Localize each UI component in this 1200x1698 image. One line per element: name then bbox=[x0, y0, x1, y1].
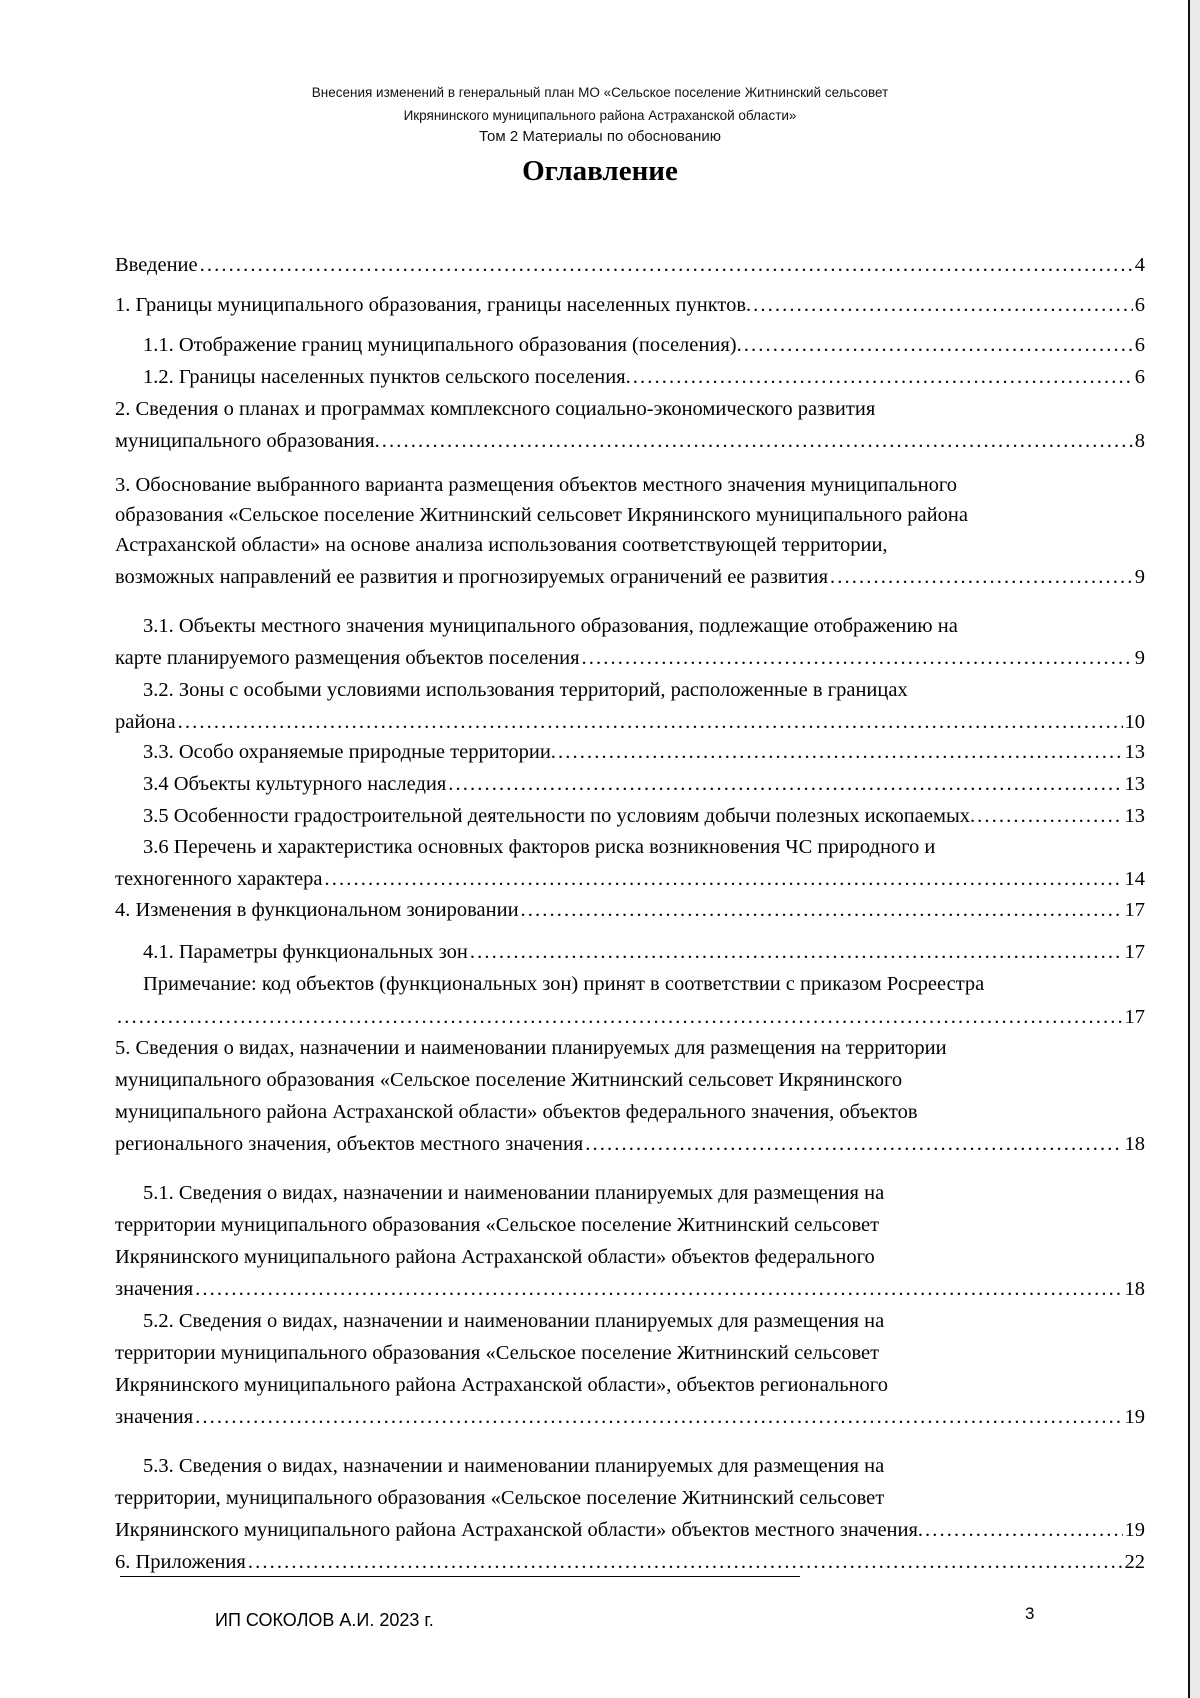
toc-page-number: 17 bbox=[1124, 941, 1145, 963]
toc-dot-leader bbox=[117, 1004, 1123, 1030]
toc-entry-last-line bbox=[143, 939, 1145, 965]
toc-dot-leader bbox=[324, 866, 1122, 892]
toc-entry-title: Введение bbox=[115, 254, 198, 276]
toc-dot-leader bbox=[470, 939, 1123, 965]
toc-entry-title: 3.4 Объекты культурного наследия bbox=[143, 773, 447, 795]
toc-entry-title: 1.2. Границы населенных пунктов сельского поселения. bbox=[143, 366, 631, 388]
toc-entry-title: района bbox=[115, 711, 176, 733]
toc-entry-last-line bbox=[143, 771, 1145, 797]
toc-entry-last-line bbox=[115, 1517, 1145, 1543]
toc-page-number: 6 bbox=[1134, 334, 1145, 356]
toc-dot-leader bbox=[178, 709, 1123, 735]
toc-entry-title: значения bbox=[115, 1278, 194, 1300]
toc-dot-leader bbox=[382, 428, 1133, 454]
toc-entry-title: возможных направлений ее развития и прогнозируемых ограничений ее развития bbox=[115, 566, 829, 588]
toc-page-number: 10 bbox=[1124, 711, 1145, 733]
toc-entry-line: 3.1. Объекты местного значения муниципального образования, подлежащие отображению на bbox=[143, 615, 958, 637]
toc-entry-line: 5. Сведения о видах, назначении и наименовании планируемых для размещения на территории bbox=[115, 1037, 947, 1059]
toc-entry-line: муниципального района Астраханской области» объектов федерального значения, объектов bbox=[115, 1101, 918, 1123]
toc-dot-leader bbox=[744, 332, 1133, 358]
toc-entry-last-line bbox=[115, 866, 1145, 892]
toc-page-number: 22 bbox=[1124, 1551, 1145, 1573]
toc-entry-title: 1. Границы муниципального образования, границы населенных пунктов. bbox=[115, 294, 752, 316]
toc-entry-title: техногенного характера bbox=[115, 868, 323, 890]
toc-entry-line: образования «Сельское поселение Житнинский сельсовет Икрянинского муниципального района bbox=[115, 504, 968, 526]
toc-page-number: 9 bbox=[1134, 566, 1145, 588]
toc-entry-title: 6. Приложения bbox=[115, 1551, 246, 1573]
toc-entry-last-line bbox=[115, 1131, 1145, 1157]
toc-entry-line: территории муниципального образования «Сельское поселение Житнинский сельсовет bbox=[115, 1342, 880, 1364]
toc-entry-title: 3.5 Особенности градостроительной деятельности по условиям добычи полезных ископаемых. bbox=[143, 805, 976, 827]
toc-entry-last-line bbox=[115, 564, 1145, 590]
toc-entry-last-line bbox=[115, 428, 1145, 454]
toc-dot-leader bbox=[521, 897, 1123, 923]
toc-entry-line: Икрянинского муниципального района Астраханской области», объектов регионального bbox=[115, 1374, 888, 1396]
toc-dot-leader bbox=[585, 1131, 1122, 1157]
toc-entry-title: Икрянинского муниципального района Астраханской области» объектов местного значения. bbox=[115, 1519, 924, 1541]
toc-page-number: 8 bbox=[1134, 430, 1145, 452]
toc-dot-leader bbox=[248, 1549, 1123, 1575]
toc-entry-last-line bbox=[115, 1276, 1145, 1302]
toc-entry-last-line bbox=[115, 1549, 1145, 1575]
footer-author: ИП СОКОЛОВ А.И. 2023 г. bbox=[215, 1610, 434, 1630]
toc-dot-leader bbox=[925, 1517, 1122, 1543]
toc-entry-last-line bbox=[115, 709, 1145, 735]
toc-entry-line: Икрянинского муниципального района Астраханской области» объектов федерального bbox=[115, 1246, 875, 1268]
toc-entry-line: 2. Сведения о планах и программах комплексного социально-экономического развития bbox=[115, 398, 876, 420]
toc-entry-line: 3. Обоснование выбранного варианта размещения объектов местного значения муниципального bbox=[115, 474, 958, 496]
toc-entry-title: 1.1. Отображение границ муниципального образования (поселения). bbox=[143, 334, 742, 356]
toc-page-number: 14 bbox=[1124, 868, 1145, 890]
header-line-1: Внесения изменений в генеральный план МО «Сельское поселение Житнинский сельсовет bbox=[311, 85, 889, 100]
toc-entry-line: муниципального образования «Сельское поселение Житнинский сельсовет Икрянинского bbox=[115, 1069, 903, 1091]
toc-dot-leader bbox=[830, 564, 1133, 590]
page-number: 3 bbox=[1025, 1604, 1035, 1623]
toc-entry-last-line bbox=[143, 803, 1145, 829]
toc-entry-title: 4. Изменения в функциональном зонировании bbox=[115, 899, 519, 921]
toc-entry-line: 3.2. Зоны с особыми условиями использования территорий, расположенные в границах bbox=[143, 679, 908, 701]
toc-page-number: 9 bbox=[1134, 647, 1145, 669]
toc-entry-title: регионального значения, объектов местного значения bbox=[115, 1133, 584, 1155]
toc-page-number: 17 bbox=[1124, 899, 1145, 921]
page-title: Оглавление bbox=[522, 155, 678, 187]
toc-entry-last-line bbox=[115, 292, 1145, 318]
toc-entry-last-line bbox=[115, 645, 1145, 671]
toc-page-number: 6 bbox=[1134, 366, 1145, 388]
toc-entry-title: 3.3. Особо охраняемые природные территории. bbox=[143, 741, 556, 763]
toc-dot-leader bbox=[558, 739, 1123, 765]
toc-dot-leader bbox=[633, 364, 1133, 390]
toc-page-number: 6 bbox=[1134, 294, 1145, 316]
toc-entry-line: Примечание: код объектов (функциональных зон) принят в соответствии с приказом Росреестра bbox=[143, 973, 985, 995]
toc-entry-last-line bbox=[115, 252, 1145, 278]
toc-entry-last-line bbox=[143, 364, 1145, 390]
toc-dot-leader bbox=[195, 1404, 1122, 1430]
toc-dot-leader bbox=[753, 292, 1133, 318]
toc-dot-leader bbox=[582, 645, 1133, 671]
toc-page-number: 18 bbox=[1124, 1278, 1145, 1300]
toc-entry-last-line bbox=[115, 897, 1145, 923]
toc-entry-line: Астраханской области» на основе анализа использования соответствующей территории, bbox=[115, 534, 888, 556]
toc-page-number: 18 bbox=[1124, 1133, 1145, 1155]
toc-dot-leader bbox=[195, 1276, 1122, 1302]
toc-entry-last-line bbox=[143, 739, 1145, 765]
footer-divider bbox=[120, 1576, 800, 1577]
toc-entry-last-line bbox=[115, 1004, 1145, 1030]
toc-entry-line: территории, муниципального образования «Сельское поселение Житнинский сельсовет bbox=[115, 1487, 885, 1509]
toc-entry-line: 5.2. Сведения о видах, назначении и наименовании планируемых для размещения на bbox=[143, 1310, 885, 1332]
toc-entry-title: значения bbox=[115, 1406, 194, 1428]
toc-page-number: 4 bbox=[1134, 254, 1145, 276]
header-line-3: Том 2 Материалы по обоснованию bbox=[479, 128, 721, 145]
toc-page-number: 13 bbox=[1124, 805, 1145, 827]
toc-entry-title: муниципального образования. bbox=[115, 430, 380, 452]
toc-entry-line: территории муниципального образования «Сельское поселение Житнинский сельсовет bbox=[115, 1214, 880, 1236]
toc-entry-title: карте планируемого размещения объектов поселения bbox=[115, 647, 580, 669]
toc-entry-last-line bbox=[115, 1404, 1145, 1430]
toc-entry-line: 5.3. Сведения о видах, назначении и наименовании планируемых для размещения на bbox=[143, 1455, 885, 1477]
toc-entry-line: 3.6 Перечень и характеристика основных факторов риска возникновения ЧС природного и bbox=[143, 836, 936, 858]
toc-page-number: 19 bbox=[1124, 1406, 1145, 1428]
toc-page-number: 17 bbox=[1124, 1006, 1145, 1028]
page-edge bbox=[1190, 0, 1200, 1698]
toc-page-number: 13 bbox=[1124, 773, 1145, 795]
toc-dot-leader bbox=[200, 252, 1133, 278]
header-line-2: Икрянинского муниципального района Астраханской области» bbox=[403, 108, 797, 123]
toc-dot-leader bbox=[448, 771, 1122, 797]
toc-entry-last-line bbox=[143, 332, 1145, 358]
toc-entry-line: 5.1. Сведения о видах, назначении и наименовании планируемых для размещения на bbox=[143, 1182, 885, 1204]
toc-entry-title: 4.1. Параметры функциональных зон bbox=[143, 941, 468, 963]
toc-page-number: 19 bbox=[1124, 1519, 1145, 1541]
toc-page-number: 13 bbox=[1124, 741, 1145, 763]
toc-dot-leader bbox=[977, 803, 1122, 829]
